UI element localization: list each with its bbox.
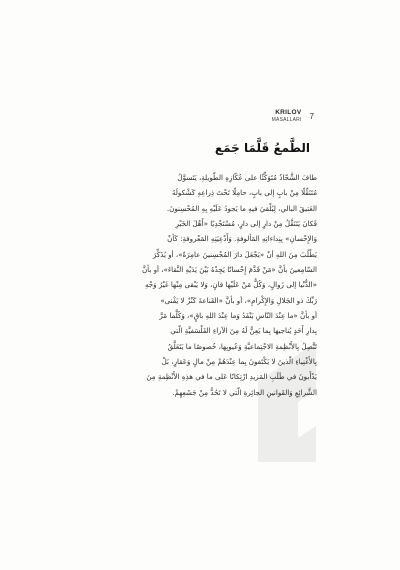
story-line: السّامِعينَ بأنَّ «مَنْ قَدَّمَ إِحْسانًا يَجِدْهُ بَيْنَ يَدَيْهِ النَّقاءَ»، أو بأنَّ <box>141 265 317 275</box>
page-number: 7 <box>309 111 314 121</box>
story-line: وَالإِحْسانِ» بِنِداءاتِهِ المَألوفةِ. وَأَدْعِيَتِهِ المَعْروفةِ: كَأنْ <box>167 234 317 244</box>
story-line: مُتَنَقِّلًا مِنْ بابٍ إلى بابٍ، حامِلًا تَحْتَ ذِراعِهِ كَشْكولَهُ <box>171 188 317 198</box>
story-line: يَطْلُبَ مِنَ اللهِ أنْ «يَجْعَلَ دارَ المُحْسِنينَ عامِرَةً»، أو يُذَكِّرَ <box>153 249 317 259</box>
story-line: أو بأنَّ «ما عِنْدَ النّاسِ يَنْفَدُ وَما عِنْدَ اللهِ باقٍ»، وَكُلَّما مَرَّ <box>159 311 317 321</box>
story-line: الشَّرائِعِ وَالقَوانينِ الجائِرةِ الّتي لا تَحُدُّ مِنْ جَشَعِهِمْ. <box>172 387 317 397</box>
series-subtitle: MASALLARI <box>271 116 302 123</box>
story-line: بِالأَغْنِياءِ الّذينَ لا يَكْتَفونَ بِما عِنْدَهُمْ مِنْ مالٍ وَعَقارٍ، بَلْ <box>161 357 317 367</box>
watermark-logo-icon <box>258 342 316 462</box>
running-head <box>272 110 314 123</box>
story-line: يَدْأَبونَ في طَلَبِ المَزيدِ ارْتِكانًا عَلى ما في هذِهِ الأَنْظِمةِ مِنَ <box>146 372 317 382</box>
story-title: الطَّمعُ قَلَّمَا جَمَع <box>214 141 310 155</box>
story-line: رَبِّكَ ذو الجَلالِ وَالإِكْرامِ»، أو بأنَّ «القَناعةَ كَنْزٌ لا يَفْنى» <box>160 295 317 305</box>
story-line: طافَ الشَّحّاذُ مُتَوَكِّئًا على عُكّازِهِ الطّويلةِ، يَتَسوَّلُ <box>177 173 317 182</box>
story-line: «الدُّنْيا إلى زَوالٍ، وَكُلُّ مَنْ عَلَيْها فانٍ، وَلا يَبْقى مِنْها غَيْرُ وَجْهِ <box>144 280 317 290</box>
story-line: تَتَّصِلُ بِالأَنْظِمةِ الاجْتِماعيَّةِ وَعُيوبِها، خُصوصًا ما يَتَعَلَّقُ <box>167 341 317 351</box>
story-line: فَكانَ يَتَنَقَّلُ مِنْ دارٍ إلى دارٍ، مُسْتَجْدِيًا «أَهْلَ الخَيْرِ <box>175 219 317 229</box>
series-name: KRILOV <box>275 109 302 116</box>
series-brand <box>272 110 302 123</box>
story-line: بِدارِ أَحَدٍ يُناجيها بِما يَعِنُّ لَهُ مِنَ الآراءِ الفَلْسَفيَّةِ الّتي <box>170 326 317 336</box>
story-line: العَتيقَ البالي، لِيُلْقيَ فيهِ ما يَجودُ عَلَيْهِ بِهِ المُحْسِنونَ. <box>166 203 317 213</box>
